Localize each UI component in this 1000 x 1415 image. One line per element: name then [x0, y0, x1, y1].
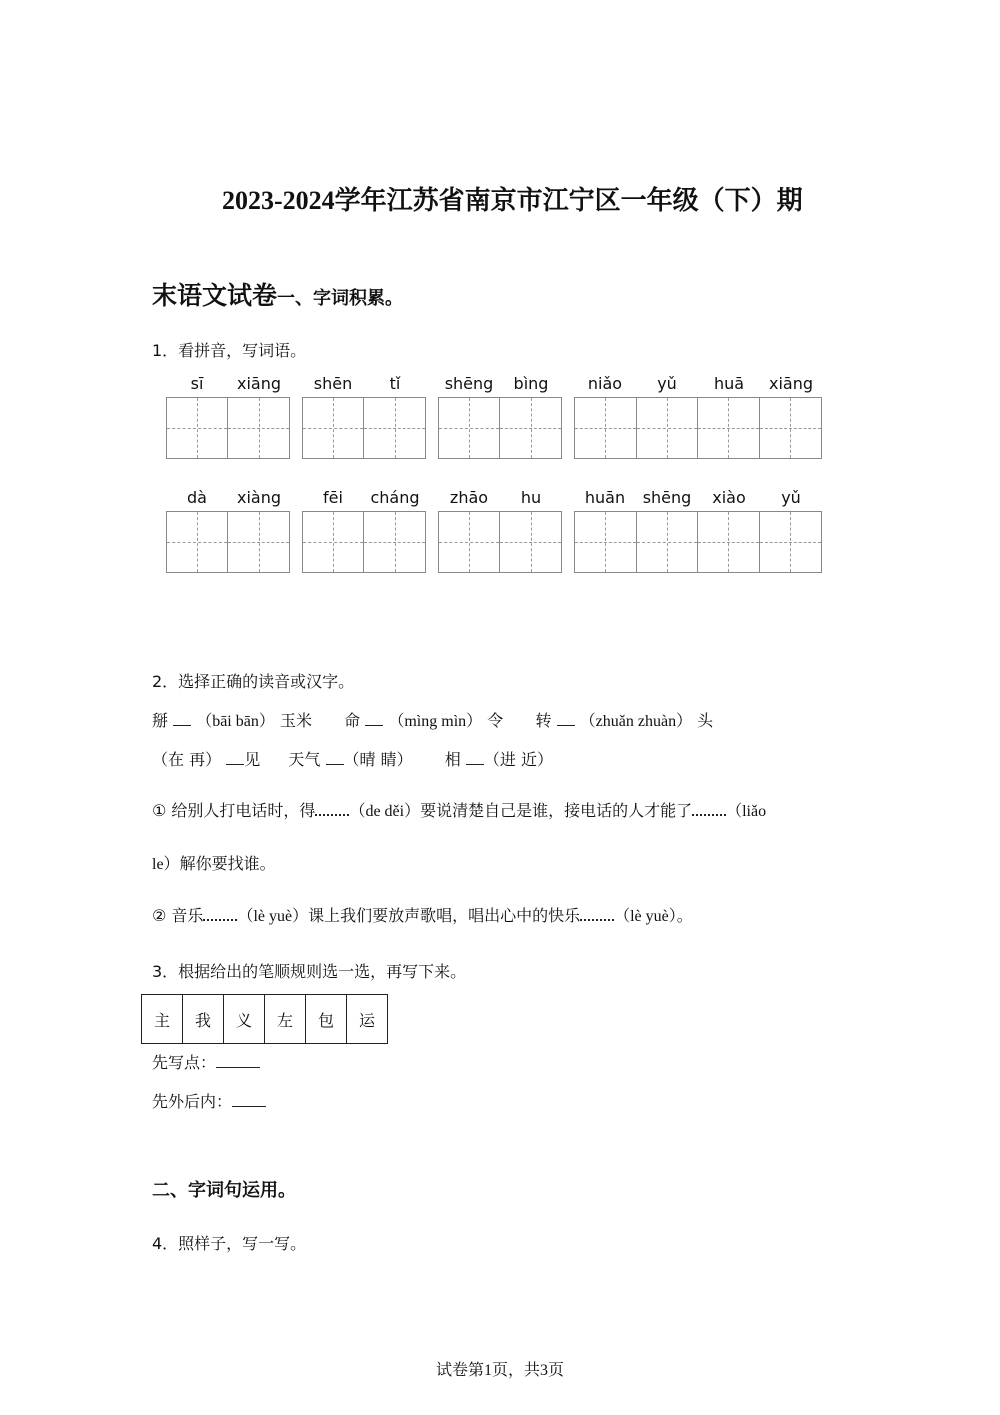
pinyin-label: xiāng [768, 374, 813, 393]
item-word: 令 [487, 711, 504, 730]
question-2-line-1 [152, 708, 713, 731]
writing-cell[interactable] [303, 398, 364, 458]
question-3: 3．根据给出的笔顺规则选一选，再写下来。 [152, 962, 467, 981]
options: （bāi bān） [196, 713, 275, 730]
item-word: 头 [697, 711, 714, 730]
section-heading-1: 一、字词积累。 [277, 288, 404, 309]
page-title-continued [152, 276, 403, 312]
answer-blank[interactable] [692, 802, 726, 816]
answer-blank[interactable] [315, 802, 349, 816]
pinyin-label: niǎo [587, 374, 623, 393]
item-char: 掰 [152, 711, 169, 730]
writing-grid [302, 397, 426, 459]
options: （zhuǎn zhuàn） [579, 713, 693, 730]
writing-grid [166, 511, 290, 573]
question-2-sentence-2 [152, 903, 693, 926]
writing-grid [574, 511, 822, 573]
writing-cell[interactable] [637, 512, 699, 572]
pinyin-label: shēn [313, 374, 353, 393]
writing-cell[interactable] [500, 398, 561, 458]
sentence-text: 课上我们要放声歌唱，唱出心中的快乐 [308, 906, 581, 925]
answer-blank[interactable] [203, 907, 237, 921]
writing-cell[interactable] [167, 398, 228, 458]
answer-blank[interactable] [173, 725, 191, 726]
writing-cell[interactable] [698, 398, 760, 458]
writing-cell[interactable] [167, 512, 228, 572]
stroke-char-table [141, 994, 388, 1044]
writing-cell[interactable] [575, 512, 637, 572]
stroke-char: 义 [224, 995, 265, 1043]
question-4: 4．照样子，写一写。 [152, 1234, 307, 1253]
options: （de děi） [349, 803, 421, 820]
stroke-char: 我 [183, 995, 224, 1043]
writing-grid [166, 397, 290, 459]
pinyin-label: tǐ [389, 374, 401, 393]
writing-cell[interactable] [760, 512, 822, 572]
sentence-text: ② 音乐 [152, 906, 204, 925]
stroke-char: 左 [265, 995, 306, 1043]
options: （lè yuè） [614, 908, 677, 925]
pinyin-label: fēi [323, 488, 343, 507]
writing-cell[interactable] [439, 398, 500, 458]
answer-blank[interactable] [365, 725, 383, 726]
stroke-char: 包 [306, 995, 347, 1043]
options: （进 近） [483, 750, 553, 769]
writing-cell[interactable] [228, 398, 289, 458]
writing-cell[interactable] [637, 398, 699, 458]
title-line2: 末语文试卷 [152, 283, 278, 310]
question-3-b [152, 1089, 266, 1112]
pinyin-label: shēng [444, 374, 494, 393]
writing-cell[interactable] [698, 512, 760, 572]
options: （lè yuè） [237, 908, 309, 925]
writing-cell[interactable] [500, 512, 561, 572]
writing-grid [438, 511, 562, 573]
answer-blank[interactable] [216, 1067, 260, 1068]
pinyin-label: dà [187, 488, 207, 507]
writing-cell[interactable] [760, 398, 822, 458]
answer-blank[interactable] [226, 764, 244, 765]
pinyin-label: shēng [642, 488, 692, 507]
writing-grid [438, 397, 562, 459]
question-3-a [152, 1050, 260, 1073]
item-word: 见 [244, 750, 261, 769]
pinyin-label: yǔ [781, 488, 801, 507]
item-word: 天气 [288, 750, 321, 769]
sentence-text: 解你要找谁。 [179, 854, 276, 873]
options: （mìng mìn） [388, 713, 483, 730]
question-2-sentence-1-cont [152, 851, 276, 874]
pinyin-label: cháng [370, 488, 420, 507]
answer-blank[interactable] [557, 725, 575, 726]
writing-cell[interactable] [364, 512, 425, 572]
stroke-char: 主 [142, 995, 183, 1043]
question-1: 1．看拼音，写词语。 [152, 341, 307, 360]
item-char: 命 [344, 711, 361, 730]
pinyin-label: xiào [712, 488, 746, 507]
pinyin-label: xiàng [236, 488, 281, 507]
options: le） [152, 856, 180, 873]
question-2-line-2 [152, 747, 553, 770]
answer-blank[interactable] [326, 764, 344, 765]
writing-grid [302, 511, 426, 573]
section-heading-2: 二、字词句运用。 [152, 1180, 296, 1201]
sentence-text: ① 给别人打电话时，得 [152, 801, 316, 820]
rule-label: 先外后内： [152, 1092, 233, 1111]
writing-grid [574, 397, 822, 459]
pinyin-label: bìng [513, 374, 549, 393]
options: （liǎo [726, 803, 767, 820]
item-char: 转 [535, 711, 552, 730]
pinyin-label: huā [713, 374, 745, 393]
question-2-sentence-1 [152, 798, 766, 821]
writing-cell[interactable] [303, 512, 364, 572]
options: （晴 睛） [343, 750, 413, 769]
item-word: 玉米 [279, 711, 312, 730]
answer-blank[interactable] [580, 907, 614, 921]
answer-blank[interactable] [466, 764, 484, 765]
answer-blank[interactable] [232, 1106, 266, 1107]
writing-cell[interactable] [575, 398, 637, 458]
pinyin-label: yǔ [657, 374, 677, 393]
pinyin-label: xiāng [236, 374, 281, 393]
page-title: 2023-2024学年江苏省南京市江宁区一年级（下）期 [222, 186, 803, 215]
sentence-text: 。 [676, 906, 693, 925]
item-char: 相 [444, 750, 461, 769]
question-2: 2．选择正确的读音或汉字。 [152, 672, 355, 691]
page-footer: 试卷第1页，共3页 [435, 1362, 564, 1379]
stroke-char: 运 [358, 1010, 375, 1030]
rule-label: 先写点： [152, 1053, 217, 1072]
writing-cell[interactable] [228, 512, 289, 572]
options: （在 再） [152, 750, 222, 769]
pinyin-label: sī [190, 374, 204, 393]
writing-cell[interactable] [364, 398, 425, 458]
sentence-text: 要说清楚自己是谁，接电话的人才能了 [420, 801, 693, 820]
pinyin-label: hu [520, 488, 542, 507]
pinyin-label: huān [584, 488, 626, 507]
pinyin-label: zhāo [449, 488, 489, 507]
writing-cell[interactable] [439, 512, 500, 572]
